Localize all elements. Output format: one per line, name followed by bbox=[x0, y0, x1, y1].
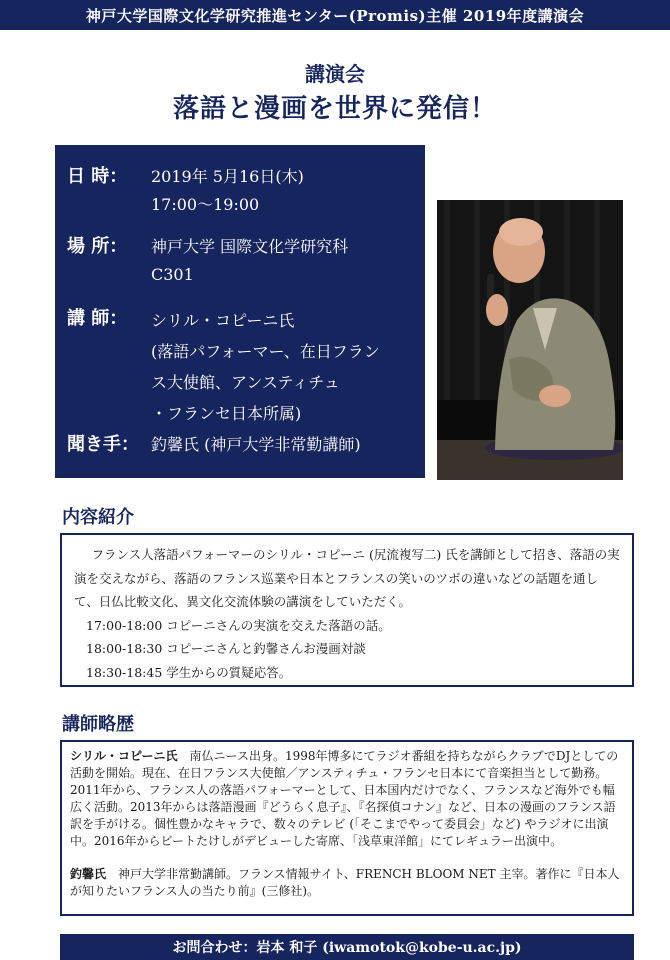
place-label: 場 所： bbox=[67, 236, 128, 257]
interviewer-row bbox=[67, 431, 361, 459]
copini-name: シリル・コピーニ氏 bbox=[70, 749, 178, 763]
event-title: 落語と漫画を世界に発信！ bbox=[172, 94, 497, 124]
bio-box bbox=[60, 740, 634, 916]
lecturer-label: 講 師： bbox=[67, 308, 128, 329]
schedule-item: 18:00-18:30 コピーニさんと釣馨さんお漫画対談 bbox=[86, 641, 366, 656]
date-label: 日 時： bbox=[67, 166, 128, 187]
copini-text: 南仏ニース出身。1998年博多にてラジオ番組を持ちながらクラブでDJとしての活動を開始。現在、在日フランス大使館／アンスティチュ・フランセ日本にて音楽担当として勤務。2011年から、フランス人の落語パフォーマーとして、日本国内だけでなく、フランスなど海外でも幅広く活動。2013年からは落語漫画『どうらく息子』、『名探偵コナン』など、日本の漫画のフランス語訳を手がける。個性豊かなキャラで、数々のテレビ (「そこまでやって委員会」など) やラジオに出演中。2016年からビートたけしがデビューした寄席、「浅草東洋館」にてレギュラー出演中。 bbox=[70, 749, 619, 848]
schedule-item: 18:30-18:45 学生からの質疑応答。 bbox=[86, 664, 292, 680]
interviewer-value: 釣馨氏 (神戸大学非常勤講師) bbox=[151, 435, 361, 454]
date-value: 2019年 5月16日(木) 17:00〜19:00 bbox=[151, 167, 304, 214]
place-value: 神戸大学 国際文化学研究科 C301 bbox=[151, 237, 349, 284]
content-box bbox=[60, 533, 634, 687]
lecturer-value: シリル・コピーニ氏 (落語パフォーマー、在日フラン ス大使館、アンスティチュ ・フランセ日本所属) bbox=[151, 311, 380, 423]
schedule-item: 17:00-18:00 コピーニさんの実演を交えた落語の話。 bbox=[86, 617, 391, 633]
tsuri-text: 神戸大学非常勤講師。フランス情報サイト、FRENCH BLOOM NET 主宰。著作に『日本人が知りたいフランス人の当たり前』(三修社)。 bbox=[70, 867, 620, 898]
header-text: 神戸大学国際文化学研究推進センター(Promis)主催 2019年度講演会 bbox=[85, 6, 585, 25]
rakugo-performer-photo bbox=[437, 200, 623, 480]
tsuri-name: 釣馨氏 bbox=[70, 867, 107, 881]
interviewer-label: 聞き手： bbox=[67, 434, 139, 455]
contact-footer bbox=[60, 934, 634, 960]
performer-illustration-icon bbox=[437, 200, 623, 480]
event-subtitle: 講演会 bbox=[305, 62, 365, 86]
header-banner bbox=[0, 0, 670, 30]
bio-heading: 講師略歴 bbox=[62, 714, 134, 735]
contact-text: お問合わせ：岩本 和子 (iwamotok@kobe-u.ac.jp) bbox=[172, 940, 522, 956]
place-row bbox=[67, 233, 348, 289]
content-intro: フランス人落語パフォーマーのシリル・コピーニ (尻流複写二) 氏を講師として招き、落語の実演を交えながら、落語のフランス巡業や日本とフランスの笑いのツボの違いなどの話題を通して、日仏比較文化、異文化交流体験の講演をしていただく。 bbox=[74, 547, 620, 609]
tsuri-bio bbox=[70, 866, 624, 900]
lecturer-row bbox=[67, 305, 380, 429]
copini-bio bbox=[70, 748, 624, 850]
date-row bbox=[67, 163, 304, 219]
content-heading: 内容紹介 bbox=[62, 507, 134, 528]
event-info-box bbox=[55, 145, 425, 478]
